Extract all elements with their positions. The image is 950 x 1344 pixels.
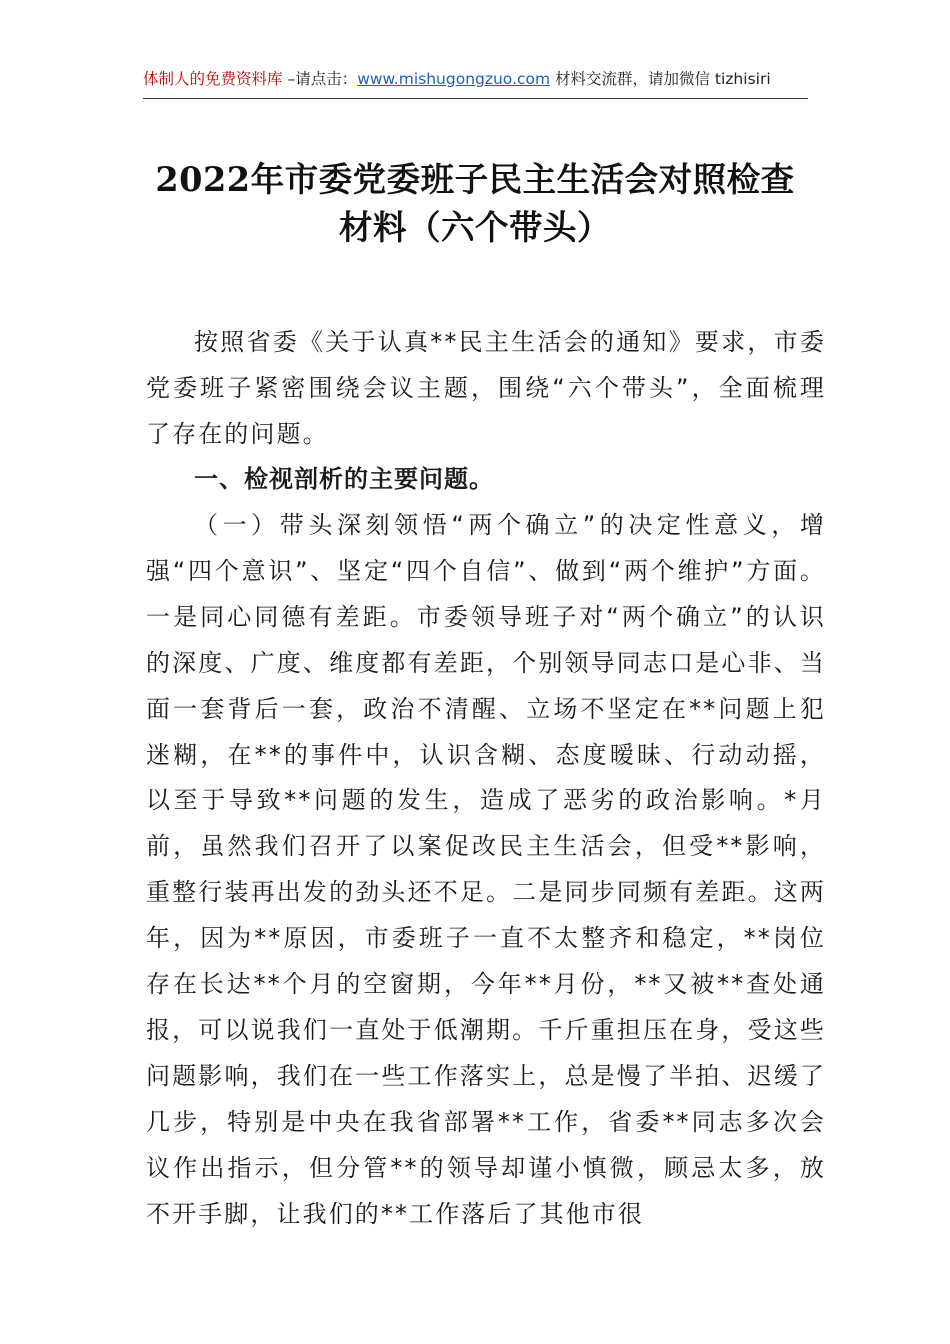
document-title-line1: 2022年市委党委班子民主生活会对照检查: [155, 160, 795, 199]
intro-block: [146, 320, 826, 458]
header-suffix: 材料交流群，请加微信 tizhisiri: [550, 70, 771, 88]
header-site-name: 体制人的免费资料库: [143, 70, 283, 88]
section1-paragraph: （一）带头深刻领悟“两个确立”的决定性意义，增强“四个意识”、坚定“四个自信”、做到“两个维护”方面。一是同心同德有差距。市委领导班子对“两个确立”的认识的深度、广度、维度都有差距，个别领导同志口是心非、当面一套背后一套，政治不清醒、立场不坚定在**问题上犯迷糊，在**的事件中，认识含糊、态度暧昧、行动动摇，以至于导致**问题的发生，造成了恶劣的政治影响。*月前，虽然我们召开了以案促改民主生活会，但受**影响，重整行装再出发的劲头还不足。二是同步同频有差距。这两年，因为**原因，市委班子一直不太整齐和稳定，**岗位存在长达**个月的空窗期，今年**月份，**又被**查处通报，可以说我们一直处于低潮期。千斤重担压在身，受这些问题影响，我们在一些工作落实上，总是慢了半拍、迟缓了几步，特别是中央在我省部署**工作，省委**同志多次会议作出指示，但分管**的领导却谨小慎微，顾忌太多，放不开手脚，让我们的**工作落后了其他市很: [146, 511, 826, 1228]
document-title-line2: 材料（六个带头）: [339, 208, 611, 247]
intro-paragraph: 按照省委《关于认真**民主生活会的通知》要求，市委党委班子紧密围绕会议主题，围绕“六个带头”，全面梳理了存在的问题。: [146, 328, 826, 448]
header-prompt: –请点击：: [282, 70, 358, 88]
page-header: [143, 64, 808, 99]
section1-heading-block: [146, 457, 826, 503]
section1-heading: 一、检视剖析的主要问题。: [194, 465, 494, 493]
header-link[interactable]: www.mishugongzuo.com: [357, 70, 551, 88]
section1-body-block: [146, 503, 826, 1238]
